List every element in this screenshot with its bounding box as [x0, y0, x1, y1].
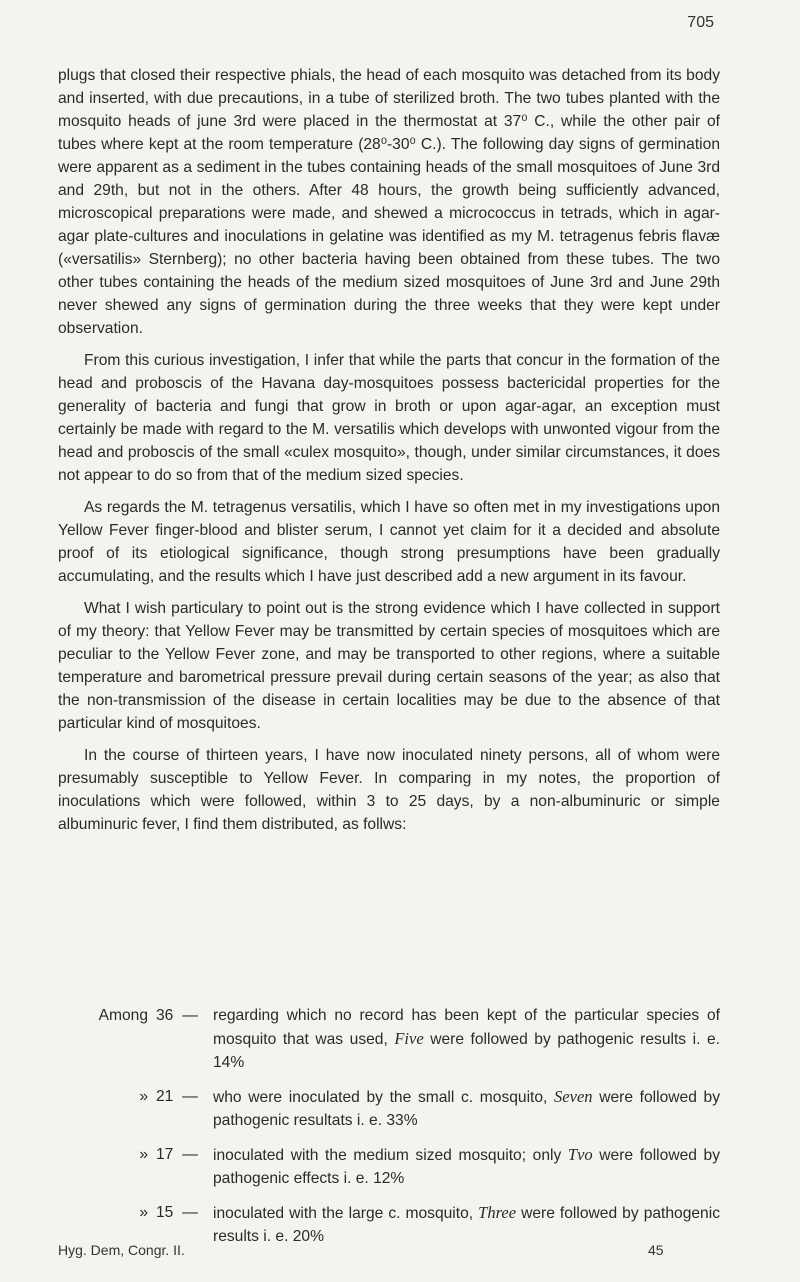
list-emphasis: Three — [478, 1203, 517, 1222]
list-count: 36 — [156, 1007, 174, 1024]
list-prefix: » — [139, 1204, 148, 1221]
paragraph-5: In the course of thirteen years, I have now inoculated ninety persons, all of whom were presumably susceptible to Yellow Fever. In comparing in my notes, the proportion of inoculations which were followed, within 3 to 25 days, by a non-albuminuric or simple albuminuric fever, I find them distributed, as follws: — [58, 747, 720, 833]
inoculation-results-list — [58, 1004, 720, 1259]
list-text: regarding which no record has been kept of the particular species of mosquito that was used, — [213, 1007, 720, 1048]
page-number: 705 — [687, 14, 714, 31]
list-dash: — — [182, 1007, 198, 1024]
paragraph-3: As regards the M. tetragenus versatilis, which I have so often met in my investigations upon Yellow Fever finger-blood and blister serum, I cannot yet claim for it a decided and absolute proof of its etiological significance, though strong presumptions have been gradually accumulating, and the results which I have just described add a new argument in its favour. — [58, 499, 720, 585]
list-emphasis: Tvo — [567, 1145, 593, 1164]
list-count: 17 — [156, 1146, 174, 1163]
list-emphasis: Seven — [554, 1087, 593, 1106]
list-item — [58, 1085, 720, 1132]
list-dash: — — [182, 1204, 198, 1221]
list-text: inoculated with the medium sized mosquito; only — [213, 1147, 568, 1164]
list-text-end: were followed by pathogenic effects i. e. 12% — [213, 1147, 721, 1187]
list-item — [58, 1201, 720, 1248]
list-text: inoculated with the large c. mosquito, — [213, 1205, 479, 1222]
list-text: who were inoculated by the small c. mosquito, — [213, 1089, 555, 1106]
list-text-end: were followed by pathogenic results i. e. 14% — [213, 1031, 720, 1071]
list-prefix: Among — [98, 1007, 148, 1024]
paragraph-2: From this curious investigation, I infer that while the parts that concur in the formation of the head and proboscis of the Havana day-mosquitoes possess bactericidal properties for the generality of bacteria and fungi that grow in broth or upon agar-agar, an exception must certainly be made with regard to the M. versatilis which develops with unwonted vigour from the head and proboscis of the small «culex mosquito», though, under similar circumstances, it does not appear to do so from that of the medium sized species. — [58, 352, 720, 484]
list-dash: — — [182, 1088, 198, 1105]
list-text-end: were followed by pathogenic resultats i. e. 33% — [213, 1089, 720, 1129]
paragraph-1: plugs that closed their respective phials, the head of each mosquito was detached from its body and inserted, with due precautions, in a tube of sterilized broth. The two tubes planted with the mosquito heads of june 3rd were placed in the thermostat at 37⁰ C., while the other pair of tubes where kept at the room temperature (28⁰-30⁰ C.). The following day signs of germination were apparent as a sediment in the tubes containing heads of the small mosquitoes of June 3rd and 29th, but not in the others. After 48 hours, the growth being sufficiently advanced, microscopical preparations were made, and shewed a micrococcus in tetrads, which in agar-agar plate-cultures and inoculations in gelatine was identified as my M. tetragenus febris flavæ («versatilis» Sternberg); no other bacteria having been obtained from these tubes. The two other tubes containing the heads of the medium sized mosquitoes of June 3rd and June 29th never shewed any signs of germination during the three weeks that they were kept under observation. — [58, 67, 720, 337]
list-dash: — — [182, 1146, 198, 1163]
list-item — [58, 1004, 720, 1074]
list-text-end: were followed by pathogenic results i. e. 20% — [213, 1205, 720, 1245]
list-emphasis: Five — [394, 1029, 424, 1048]
list-prefix: » — [139, 1146, 148, 1163]
list-item — [58, 1143, 720, 1190]
journal-reference: Hyg. Dem, Congr. II. — [58, 1242, 185, 1258]
list-count: 21 — [156, 1088, 174, 1105]
list-count: 15 — [156, 1204, 174, 1221]
list-prefix: » — [139, 1088, 148, 1105]
paragraph-4: What I wish particulary to point out is the strong evidence which I have collected in support of my theory: that Yellow Fever may be transmitted by certain species of mosquitoes which are peculiar to the Yellow Fever zone, and may be transported to other regions, where a suitable temperature and barometrical pressure prevail during certain seasons of the year; as also that the non-transmission of the disease in certain localities may be due to the absence of that particular kind of mosquitoes. — [58, 600, 720, 732]
signature-number: 45 — [648, 1242, 664, 1258]
body-text — [58, 64, 720, 845]
